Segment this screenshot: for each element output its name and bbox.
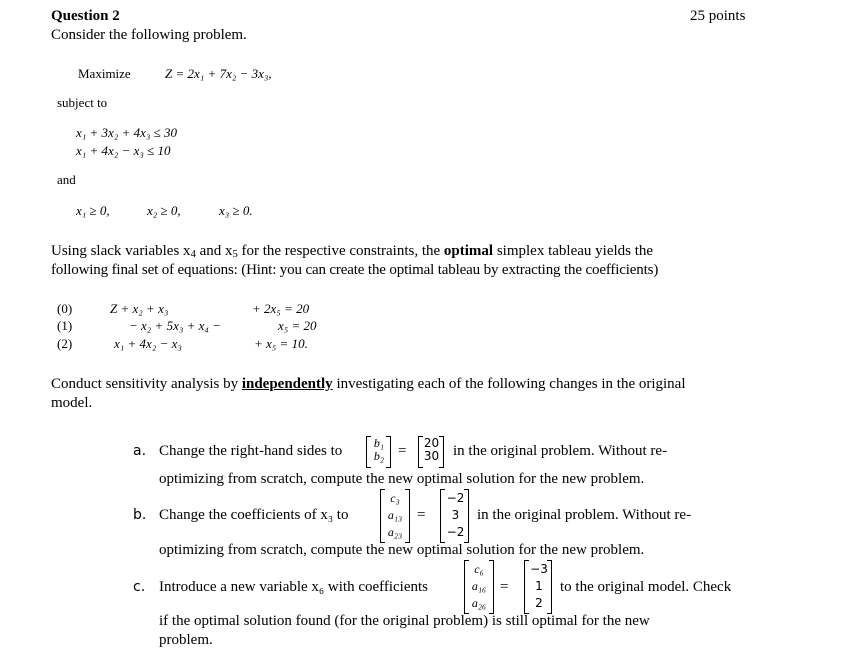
part-c-letter: c.	[133, 579, 146, 595]
part-b-letter: b.	[133, 507, 147, 523]
eq0-left: Z + x₂ + x₃	[110, 301, 169, 316]
part-c-text-post: to the original model. Check	[560, 579, 732, 595]
part-a-letter: a.	[133, 443, 147, 459]
slack-sub-5: 5	[232, 249, 238, 260]
part-a-value-2: 30	[423, 449, 440, 463]
part-b-right-bracket-close	[464, 489, 469, 543]
eq-label-0: (0)	[57, 301, 73, 316]
maximize-label: Maximize	[78, 66, 131, 81]
part-c-equals: =	[500, 579, 509, 595]
part-c-left-bracket-close	[489, 560, 494, 614]
part-b-left-bracket-close	[405, 489, 410, 543]
part-c-value-1: −3	[530, 562, 548, 576]
part-a-right-bracket-close	[439, 436, 444, 468]
independently-emphasis: independently	[241, 376, 333, 392]
part-c-a16: a₁₆	[471, 579, 487, 593]
nonneg-x3: x₃ ≥ 0.	[219, 203, 253, 218]
part-b-c3: c₃	[390, 491, 400, 505]
constraint-1: x₁ + 3x₂ + 4x₃ ≤ 30	[76, 125, 178, 140]
nonneg-x1: x₁ ≥ 0,	[76, 203, 110, 218]
part-c-text-pre: Introduce a new variable x₆ with coefficients	[159, 579, 429, 595]
slack-line-1-pre: Using slack variables x	[51, 243, 191, 259]
part-a-equals: =	[398, 443, 407, 459]
slack-line-1-post: for the respective constraints, the	[237, 243, 444, 259]
optimal-emphasis: optimal	[443, 243, 494, 259]
slack-line-1-end: simplex tableau yields the	[493, 243, 654, 259]
eq0-right: + 2x₅ = 20	[252, 301, 310, 316]
part-c-value-3: 2	[535, 596, 543, 610]
sensitivity-line-2: model.	[51, 395, 93, 411]
part-b-equals: =	[417, 507, 426, 523]
part-a-value-1: 20	[423, 436, 440, 450]
part-b-line-2: optimizing from scratch, compute the new optimal solution for the new problem.	[159, 542, 645, 558]
and-label: and	[57, 172, 76, 187]
slack-sub-4: 4	[190, 249, 196, 260]
part-a-text-pre: Change the right-hand sides to	[159, 443, 343, 459]
constraint-2: x₁ + 4x₂ − x₃ ≤ 10	[76, 143, 171, 158]
objective-function: Z = 2x₁ + 7x₂ − 3x₃,	[165, 66, 272, 81]
part-c-line-3: problem.	[159, 632, 213, 648]
part-b-value-3: −2	[446, 525, 465, 539]
question-title: Question 2	[51, 8, 120, 24]
subject-to-label: subject to	[57, 95, 108, 110]
part-c-value-2: 1	[535, 579, 543, 593]
slack-line-1-mid: and x	[195, 243, 233, 259]
eq2-right: + x₅ = 10.	[254, 336, 308, 351]
part-c-line-2: if the optimal solution found (for the original problem) is still optimal for the new	[159, 613, 650, 629]
sensitivity-line-1	[51, 376, 686, 393]
eq1-right: x₅ = 20	[278, 318, 317, 333]
part-a-line-2: optimizing from scratch, compute the new optimal solution for the new problem.	[159, 471, 645, 487]
slack-line-2: following final set of equations: (Hint: you can create the optimal tableau by extracting the coefficients)	[51, 262, 659, 278]
sensitivity-line-1-pre: Conduct sensitivity analysis by	[51, 376, 242, 392]
sensitivity-line-1-post: investigating each of the following changes in the original	[332, 376, 686, 392]
eq-label-2: (2)	[57, 336, 73, 351]
part-b-a23: a₂₃	[387, 525, 403, 539]
part-b-value-2: 3	[451, 508, 460, 522]
part-c-c6: c₆	[474, 562, 484, 576]
points-label: 25 points	[690, 8, 746, 24]
intro-text: Consider the following problem.	[51, 27, 247, 43]
part-b-a13: a₁₃	[387, 508, 403, 522]
part-c-a26: a₂₆	[471, 596, 487, 610]
part-a-b1: b₁	[373, 436, 385, 450]
eq2-left: x₁ + 4x₂ − x₃	[114, 336, 182, 351]
part-a-text-post: in the original problem. Without re-	[453, 443, 668, 459]
part-a-b2: b₂	[373, 449, 385, 463]
part-c-right-bracket-close	[547, 560, 552, 614]
nonneg-x2: x₂ ≥ 0,	[147, 203, 181, 218]
part-b-value-1: −2	[446, 491, 465, 505]
part-b-text-post: in the original problem. Without re-	[477, 507, 692, 523]
slack-line-1	[51, 243, 653, 260]
eq-label-1: (1)	[57, 318, 73, 333]
part-a-left-bracket-close	[386, 436, 391, 468]
eq1-left: − x₂ + 5x₃ + x₄ −	[129, 318, 221, 333]
part-b-text-pre: Change the coefficients of x₃ to	[159, 507, 349, 523]
